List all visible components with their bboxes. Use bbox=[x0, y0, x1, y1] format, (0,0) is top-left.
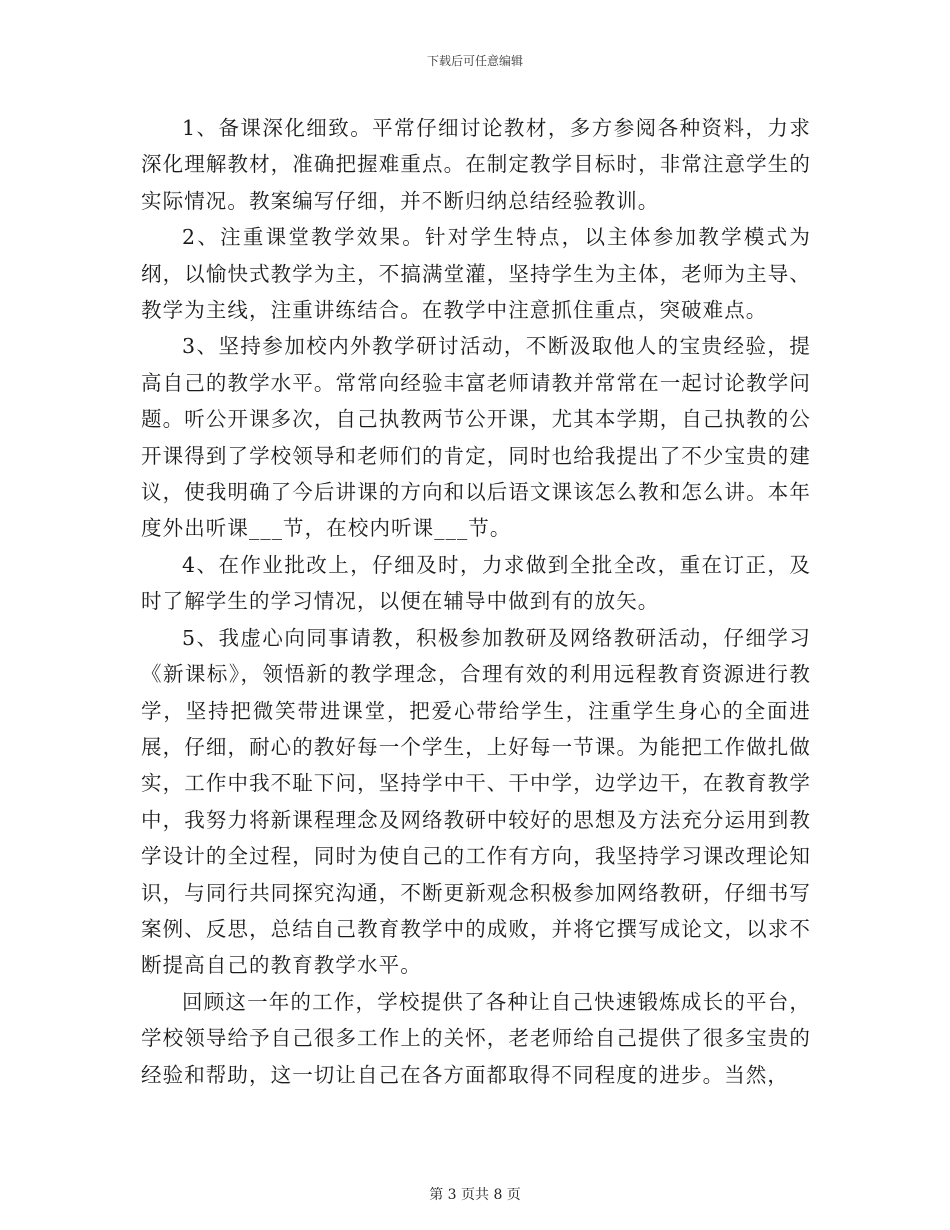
paragraph-self-improvement: 5、我虚心向同事请教，积极参加教研及网络教研活动，仔细学习《新课标》，领悟新的教学理念，合理有效的利用远程教育资源进行教学，坚持把微笑带进课堂，把爱心带给学生，注重学生身心的全面进展，仔细，耐心的教好每一个学生，上好每一节课。为能把工作做扎做实，工作中我不耻下问，坚持学中干、干中学，边学边干，在教育教学中，我努力将新课程理念及网络教研中较好的思想及方法充分运用到教学设计的全过程，同时为使自己的工作有方向，我坚持学习课改理论知识，与同行共同探究沟通，不断更新观念积极参加网络教研，仔细书写案例、反思，总结自己教育教学中的成败，并将它撰写成论文，以求不断提高自己的教育教学水平。 bbox=[141, 625, 811, 978]
paragraph-homework-correction: 4、在作业批改上，仔细及时，力求做到全批全改，重在订正，及时了解学生的学习情况，以便在辅导中做到有的放矢。 bbox=[141, 552, 811, 614]
paragraph-lesson-prep: 1、备课深化细致。平常仔细讨论教材，多方参阅各种资料，力求深化理解教材，准确把握难重点。在制定教学目标时，非常注意学生的实际情况。教案编写仔细，并不断归纳总结经验教训。 bbox=[141, 116, 811, 213]
page-header: 下载后可任意编辑 bbox=[426, 54, 523, 68]
paragraph-classroom-effect: 2、注重课堂教学效果。针对学生特点，以主体参加教学模式为纲，以愉快式教学为主，不搞满堂灌，坚持学生为主体，老师为主导、教学为主线，注重讲练结合。在教学中注意抓住重点，突破难点。 bbox=[141, 225, 811, 323]
paragraph-review: 回顾这一年的工作，学校提供了各种让自己快速锻炼成长的平台，学校领导给予自己很多工作上的关怀，老老师给自己提供了很多宝贵的经验和帮助，这一切让自己在各方面都取得不同程度的进步。当然， bbox=[141, 989, 811, 1087]
paragraph-teaching-research: 3、坚持参加校内外教学研讨活动，不断汲取他人的宝贵经验，提高自己的教学水平。常常向经验丰富老师请教并常常在一起讨论教学问题。听公开课多次，自己执教两节公开课，尤其本学期，自己执教的公开课得到了学校领导和老师们的肯定，同时也给我提出了不少宝贵的建议，使我明确了今后讲课的方向和以后语文课该怎么教和怎么讲。本年度外出听课___节，在校内听课___节。 bbox=[141, 334, 811, 541]
document-body bbox=[141, 110, 811, 1093]
page-footer: 第 3 页共 8 页 bbox=[429, 1187, 521, 1203]
